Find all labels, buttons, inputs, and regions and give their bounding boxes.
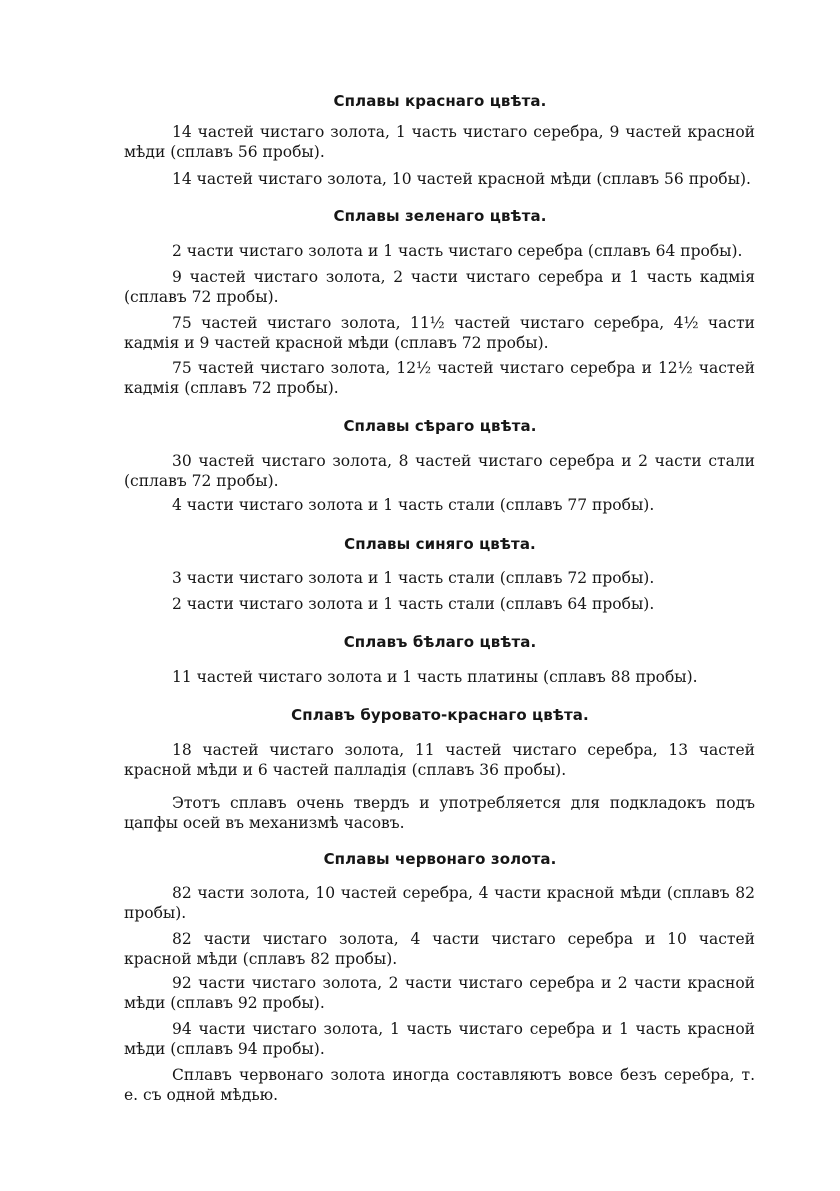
paragraph: Сплавъ червонаго золота иногда составляютъ вовсе безъ серебра, т. е. съ одной мѣдью. [124,1066,755,1104]
paragraph: 92 части чистаго золота, 2 части чистаго серебра и 2 части красной мѣди (сплавъ 92 пробы). [124,974,755,1012]
paragraph: 18 частей чистаго золота, 11 частей чистаго серебра, 13 частей красной мѣди и 6 частей палладія (сплавъ 36 пробы). [124,741,755,779]
paragraph: 4 части чистаго золота и 1 часть стали (сплавъ 77 пробы). [172,496,655,514]
paragraph: 75 частей чистаго золота, 11½ частей чистаго серебра, 4½ части кадмія и 9 частей красной мѣди (сплавъ 72 пробы). [124,314,755,352]
paragraph: 2 части чистаго золота и 1 часть чистаго серебра (сплавъ 64 пробы). [172,242,743,260]
paragraph: 9 частей чистаго золота, 2 части чистаго серебра и 1 часть кадмія (сплавъ 72 пробы). [124,268,755,306]
paragraph: 14 частей чистаго золота, 10 частей красной мѣди (сплавъ 56 пробы). [172,170,751,188]
section-heading-grey-alloys: Сплавы сѣраго цвѣта. [343,417,537,435]
paragraph: 82 части чистаго золота, 4 части чистаго серебра и 10 частей красной мѣди (сплавъ 82 пробы). [124,930,755,968]
section-heading-red-gold-alloys: Сплавы червонаго золота. [323,850,557,868]
paragraph: 75 частей чистаго золота, 12½ частей чистаго серебра и 12½ частей кадмія (сплавъ 72 пробы). [124,359,755,397]
paragraph: 14 частей чистаго золота, 1 часть чистаго серебра, 9 частей красной мѣди (сплавъ 56 пробы). [124,123,755,161]
section-heading-red-alloys: Сплавы краснаго цвѣта. [333,92,547,110]
paragraph: 82 части золота, 10 частей серебра, 4 части красной мѣди (сплавъ 82 пробы). [124,884,755,922]
paragraph: 30 частей чистаго золота, 8 частей чистаго серебра и 2 части стали (сплавъ 72 пробы). [124,452,755,490]
paragraph: 11 частей чистаго золота и 1 часть платины (сплавъ 88 пробы). [172,668,698,686]
section-heading-white-alloy: Сплавъ бѣлаго цвѣта. [343,633,537,651]
section-heading-brownish-red-alloy: Сплавъ буровато-краснаго цвѣта. [291,706,589,724]
paragraph: 3 части чистаго золота и 1 часть стали (сплавъ 72 пробы). [172,569,655,587]
paragraph: 94 части чистаго золота, 1 часть чистаго серебра и 1 часть красной мѣди (сплавъ 94 пробы). [124,1020,755,1058]
section-heading-green-alloys: Сплавы зеленаго цвѣта. [333,207,547,225]
paragraph: 2 части чистаго золота и 1 часть стали (сплавъ 64 пробы). [172,595,655,613]
paragraph: Этотъ сплавъ очень твердъ и употребляется для подкладокъ подъ цапфы осей въ механизмѣ часовъ. [124,794,755,832]
section-heading-blue-alloys: Сплавы синяго цвѣта. [344,535,536,553]
